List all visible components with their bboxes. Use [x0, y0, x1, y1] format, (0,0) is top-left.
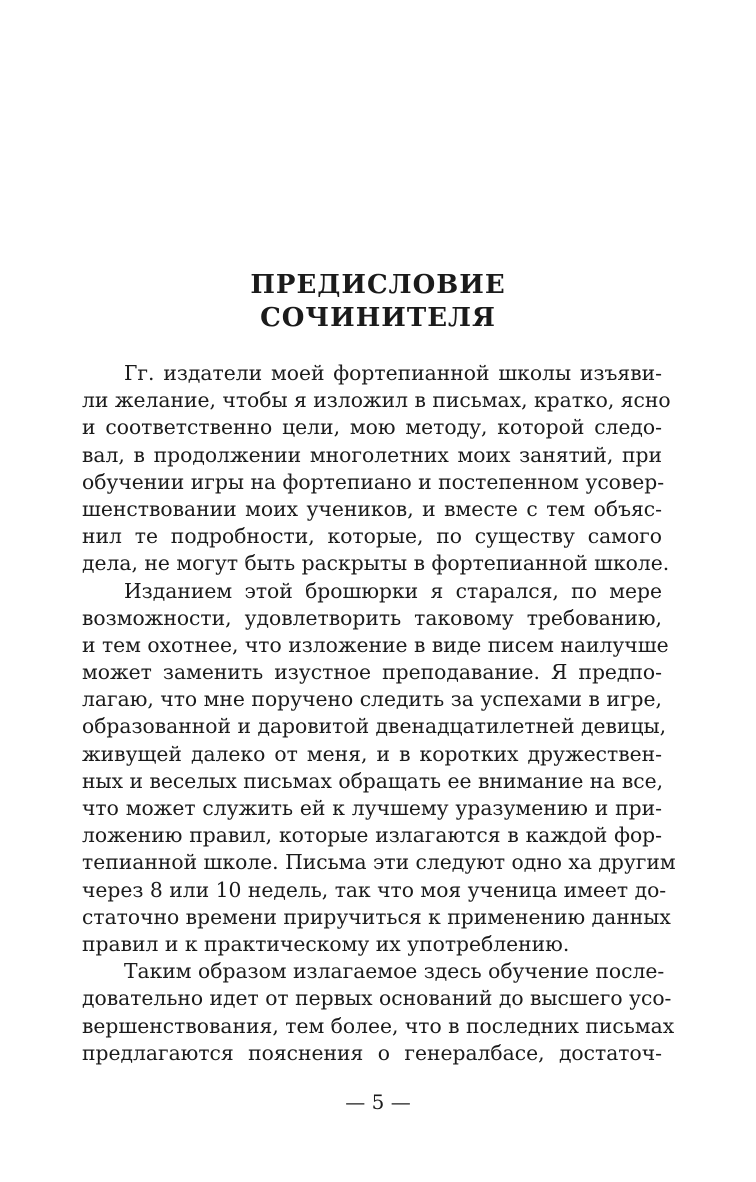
page-number: — 5 — [345, 1090, 411, 1114]
text-line: дела, не могут быть раскрыты в фортепианной школе. [82, 551, 670, 576]
chapter-title-line-2: СОЧИНИТЕЛЯ [260, 303, 496, 333]
text-line: статочно времени приручиться к применению данных [82, 904, 671, 929]
text-line: Таким образом излагаемое здесь обучение после- [124, 959, 665, 984]
text-line: тепианной школе. Письма эти следуют одно ха другим [82, 850, 676, 875]
text-line: Изданием этой брошюрки я старался, по мере [124, 578, 662, 603]
body-text [82, 360, 676, 1067]
text-line: что может служить ей к лучшему уразумению и при- [82, 796, 662, 820]
text-line: вершенствования, тем более, что в последних письмах [82, 1013, 675, 1038]
chapter-title-line-1: ПРЕДИСЛОВИЕ [250, 270, 506, 300]
text-line: лагаю, что мне поручено следить за успехами в игре, [82, 687, 662, 712]
text-line: ли желание, чтобы я изложил в письмах, кратко, ясно [82, 388, 671, 413]
text-line: через 8 или 10 недель, так что моя ученица имеет до- [82, 877, 667, 902]
text-line: и соответственно цели, мою методу, которой следо- [82, 415, 662, 440]
text-line: обучении игры на фортепиано и постепенном усовер- [82, 469, 665, 494]
text-line: Гг. издатели моей фортепианной школы изъяви- [124, 361, 662, 385]
text-line: живущей далеко от меня, и в коротких дружествен- [82, 741, 662, 766]
text-line: возможности, удовлетворить таковому требованию, [82, 605, 662, 630]
text-line: образованной и даровитой двенадцатилетней девицы, [82, 714, 667, 739]
text-line: нил те подробности, которые, по существу самого [82, 524, 662, 549]
text-line: может заменить изустное преподавание. Я предпо- [82, 660, 662, 685]
text-line: ложению правил, которые излагаются в каждой фор- [82, 823, 662, 848]
text-line: предлагаются пояснения о генералбасе, достаточ- [82, 1040, 662, 1065]
text-line: ных и веселых письмах обращать ее внимание на все, [82, 768, 664, 793]
text-line: правил и к практическому их употреблению. [82, 931, 570, 956]
text-line: и тем охотнее, что изложение в виде писем наилучше [82, 632, 669, 657]
text-line: довательно идет от первых оснований до высшего усо- [82, 986, 672, 1011]
text-line: шенствовании моих учеников, и вместе с тем объяс- [82, 496, 662, 521]
text-line: вал, в продолжении многолетних моих занятий, при [82, 442, 662, 467]
